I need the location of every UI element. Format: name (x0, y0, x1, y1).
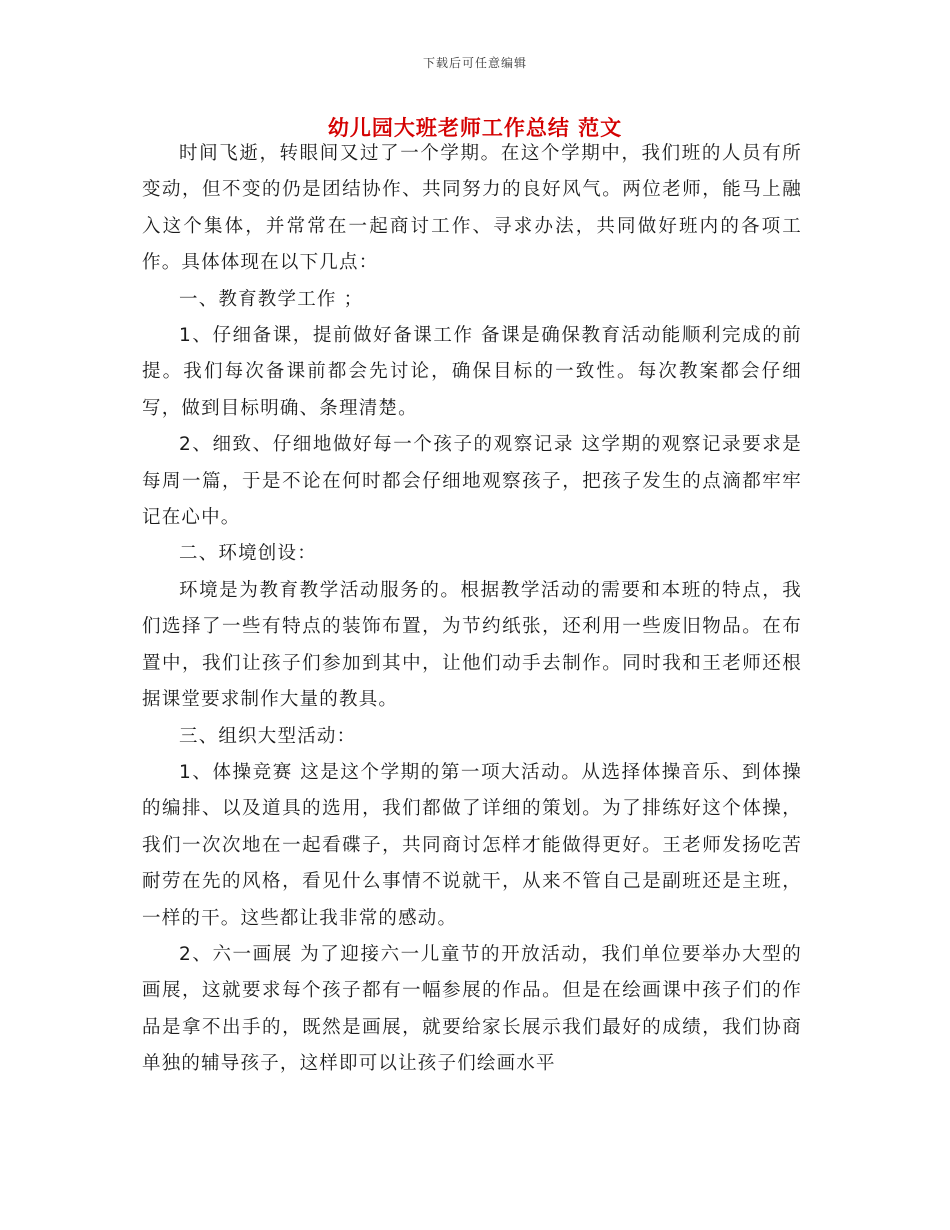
paragraph-gymnastics: 1、体操竞赛 这是这个学期的第一项大活动。从选择体操音乐、到体操的编排、以及道具的选用，我们都做了详细的策划。为了排练好这个体操，我们一次次地在一起看碟子，共同商讨怎样才能做得更好。王老师发扬吃苦耐劳在先的风格，看见什么事情不说就干，从来不管自己是副班还是主班，一样的干。这些都让我非常的感动。 (142, 761, 802, 929)
section-heading-environment: 二、环境创设： (179, 543, 317, 565)
document-body (142, 136, 802, 1083)
paragraph-lesson-prep: 1、仔细备课，提前做好备课工作 备课是确保教育活动能顺利完成的前提。我们每次备课前都会先讨论，确保目标的一致性。每次教案都会仔细写，做到目标明确、条理清楚。 (142, 325, 802, 419)
paragraph-art-show: 2、六一画展 为了迎接六一儿童节的开放活动，我们单位要举办大型的画展，这就要求每个孩子都有一幅参展的作品。但是在绘画课中孩子们的作品是拿不出手的，既然是画展，就要给家长展示我们最好的成绩，我们协商单独的辅导孩子，这样即可以让孩子们绘画水平 (142, 943, 802, 1075)
section-heading-activities: 三、组织大型活动： (179, 725, 357, 747)
paragraph-intro: 时间飞逝，转眼间又过了一个学期。在这个学期中，我们班的人员有所变动，但不变的仍是团结协作、共同努力的良好风气。两位老师，能马上融入这个集体，并常常在一起商讨工作、寻求办法，共同做好班内的各项工作。具体体现在以下几点： (142, 143, 802, 274)
paragraph-observation: 2、细致、仔细地做好每一个孩子的观察记录 这学期的观察记录要求是每周一篇，于是不论在何时都会仔细地观察孩子，把孩子发生的点滴都牢牢记在心中。 (142, 434, 802, 529)
section-heading-teaching: 一、教育教学工作 ； (179, 288, 364, 310)
document-title: 幼儿园大班老师工作总结 范文 (327, 116, 623, 140)
header-note: 下载后可任意编辑 (422, 56, 527, 70)
paragraph-environment: 环境是为教育教学活动服务的。根据教学活动的需要和本班的特点，我们选择了一些有特点的装饰布置，为节约纸张，还利用一些废旧物品。在布置中，我们让孩子们参加到其中，让他们动手去制作。同时我和王老师还根据课堂要求制作大量的教具。 (142, 579, 802, 711)
